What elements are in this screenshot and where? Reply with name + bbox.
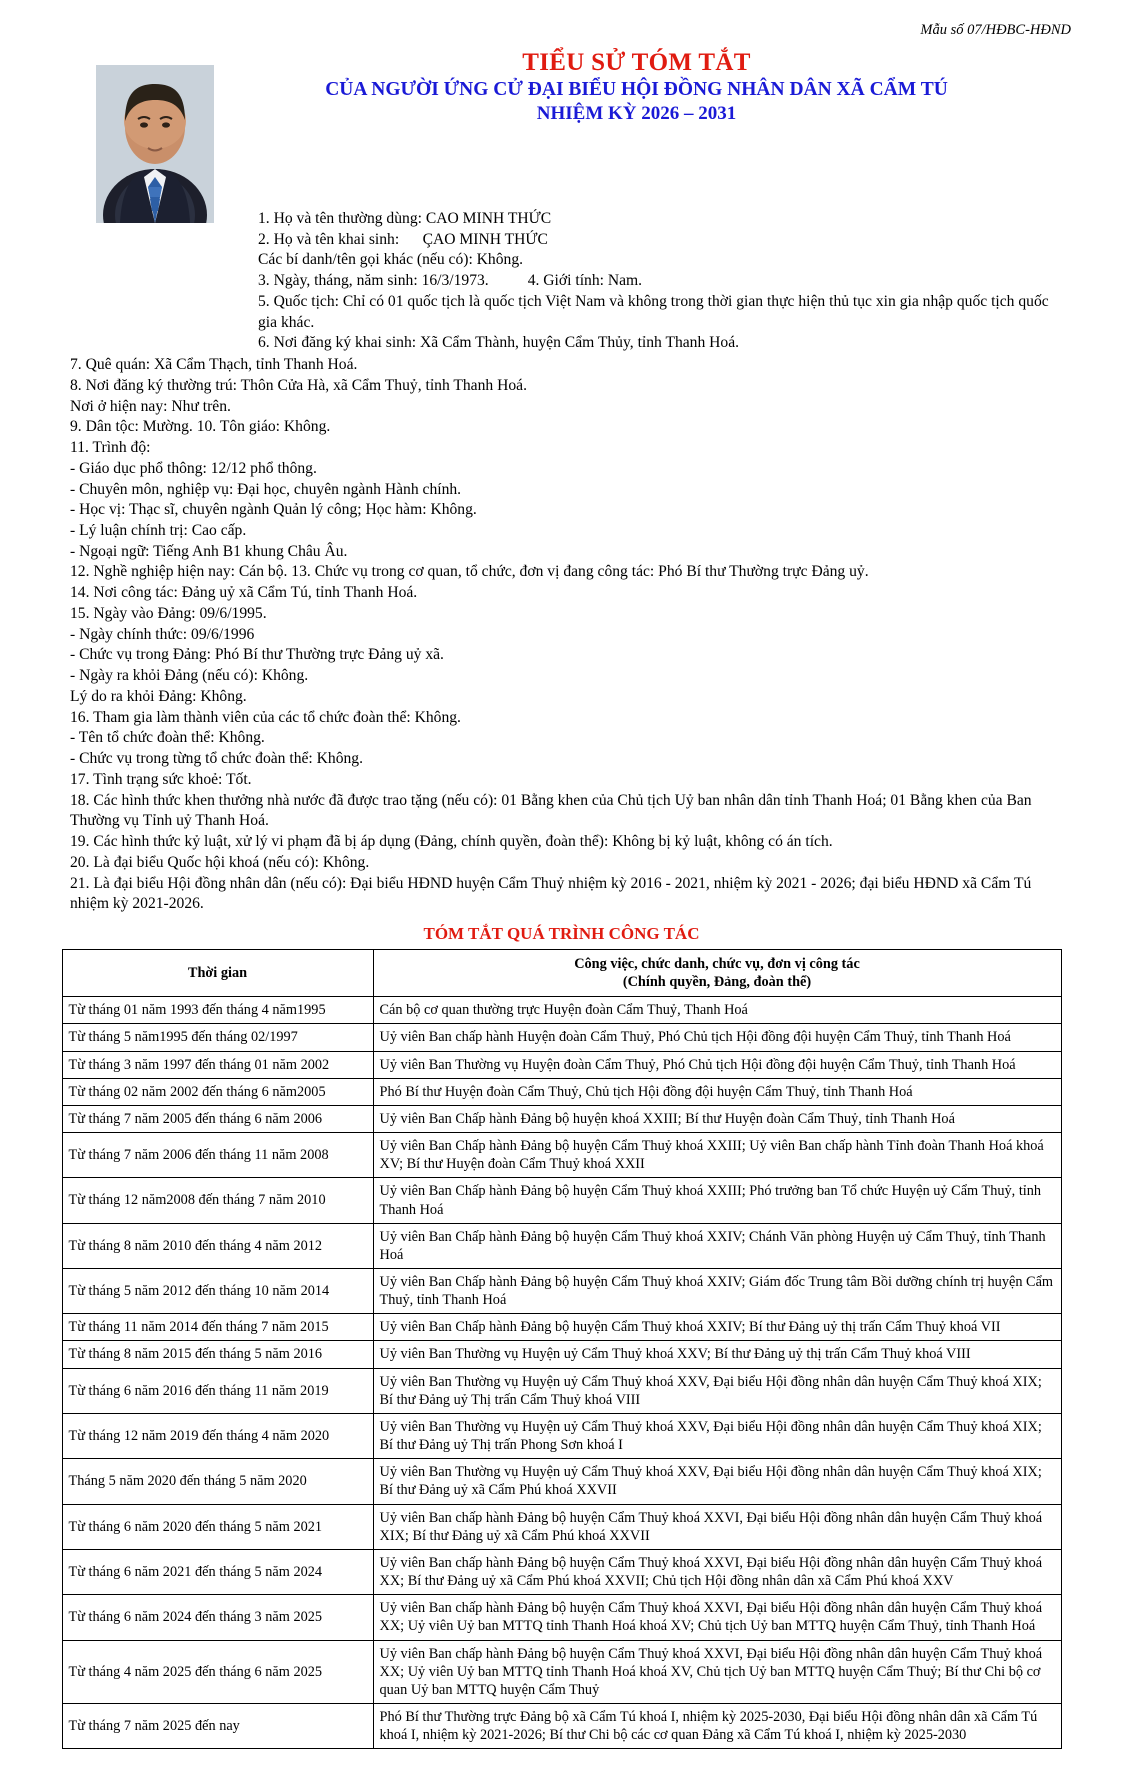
- cell-time: Từ tháng 7 năm 2005 đến tháng 6 năm 2006: [62, 1105, 373, 1132]
- table-row: [62, 1223, 1061, 1268]
- cell-time: Từ tháng 6 năm 2021 đến tháng 5 năm 2024: [62, 1549, 373, 1594]
- cell-time: Từ tháng 3 năm 1997 đến tháng 01 năm 2002: [62, 1051, 373, 1078]
- body-line-9-10: 9. Dân tộc: Mường. 10. Tôn giáo: Không.: [70, 418, 331, 436]
- table-row: [62, 1504, 1061, 1549]
- cell-work: Uỷ viên Ban chấp hành Huyện đoàn Cẩm Thuỷ, Phó Chủ tịch Hội đồng đội huyện Cẩm Thuỷ, tỉnh Thanh Hoá: [373, 1024, 1061, 1051]
- table-row: [62, 1368, 1061, 1413]
- cell-time: Từ tháng 6 năm 2020 đến tháng 5 năm 2021: [62, 1504, 373, 1549]
- table-row: [62, 1413, 1061, 1458]
- cell-work: Uỷ viên Ban Chấp hành Đảng bộ huyện khoá XXIII; Bí thư Huyện đoàn Cẩm Thuỷ, tỉnh Thanh Hoá: [373, 1105, 1061, 1132]
- page-subtitle: CỦA NGƯỜI ỨNG CỬ ĐẠI BIỂU HỘI ĐỒNG NHÂN DÂN XÃ CẨM TÚ: [325, 79, 948, 100]
- cell-work: Uỷ viên Ban Thường vụ Huyện uỷ Cẩm Thuỷ khoá XXV; Bí thư Đảng uỷ thị trấn Cẩm Thuỷ khoá VIII: [373, 1341, 1061, 1368]
- body-line-16: 16. Tham gia làm thành viên của các tổ chức đoàn thể: Không.: [70, 708, 461, 726]
- document-header: [52, 49, 1071, 197]
- cell-time: Tháng 5 năm 2020 đến tháng 5 năm 2020: [62, 1459, 373, 1504]
- body-line-17: 17. Tình trạng sức khoẻ: Tốt.: [70, 770, 252, 788]
- cell-work: Uỷ viên Ban Chấp hành Đảng bộ huyện Cẩm Thuỷ khoá XXIV; Bí thư Đảng uỷ thị trấn Cẩm Thuỷ khoá VII: [373, 1314, 1061, 1341]
- cell-work: Uỷ viên Ban Chấp hành Đảng bộ huyện Cẩm Thuỷ khoá XXIV; Chánh Văn phòng Huyện uỷ Cẩm Thuỷ, tỉnh Thanh Hoá: [373, 1223, 1061, 1268]
- table-row: [62, 1595, 1061, 1640]
- page-term: NHIỆM KỲ 2026 – 2031: [536, 103, 737, 124]
- cell-time: Từ tháng 8 năm 2015 đến tháng 5 năm 2016: [62, 1341, 373, 1368]
- cell-time: Từ tháng 11 năm 2014 đến tháng 7 năm 2015: [62, 1314, 373, 1341]
- body-line-party-position: - Chức vụ trong Đảng: Phó Bí thư Thường trực Đảng uỷ xã.: [70, 646, 444, 664]
- form-code: Mẫu số 07/HĐBC-HĐND: [920, 22, 1071, 38]
- body-line-residence: Nơi ở hiện nay: Như trên.: [70, 397, 231, 415]
- body-line-20: 20. Là đại biểu Quốc hội khoá (nếu có): Không.: [70, 853, 370, 871]
- intro-line-2: 2. Họ và tên khai sinh: ÇAO MINH THỨC: [258, 230, 548, 248]
- body-line-degree: - Học vị: Thạc sĩ, chuyên ngành Quản lý công; Học hàm: Không.: [70, 501, 477, 519]
- cell-time: Từ tháng 12 năm2008 đến tháng 7 năm 2010: [62, 1178, 373, 1223]
- body-line-politics: - Lý luận chính trị: Cao cấp.: [70, 522, 247, 540]
- body-line-7: 7. Quê quán: Xã Cẩm Thạch, tỉnh Thanh Hoá.: [70, 356, 358, 374]
- body-line-15: 15. Ngày vào Đảng: 09/6/1995.: [70, 604, 267, 622]
- cell-work: Uỷ viên Ban Chấp hành Đảng bộ huyện Cẩm Thuỷ khoá XXIII; Phó trưởng ban Tổ chức Huyện uỷ Cẩm Thuỷ, tỉnh Thanh Hoá: [373, 1178, 1061, 1223]
- body-line-21: 21. Là đại biểu Hội đồng nhân dân (nếu có): Đại biểu HĐND huyện Cẩm Thuỷ nhiệm kỳ 2016 - 2021, nhiệm kỳ 2021 - 2026; đại biểu HĐND xã Cẩm Tú nhiệm kỳ 2021-2026.: [70, 874, 1032, 913]
- cell-work: Phó Bí thư Thường trực Đảng bộ xã Cẩm Tú khoá I, nhiệm kỳ 2025-2030, Đại biểu Hội đồng nhân dân xã Cẩm Tú khoá I, nhiệm kỳ 2021-2026; Bí thư Chi bộ các cơ quan Đảng xã Cẩm Tú khoá I, nhiệm kỳ 2025-2030: [373, 1703, 1061, 1748]
- page-title: TIỂU SỬ TÓM TẮT: [522, 49, 751, 76]
- header-time: Thời gian: [62, 949, 373, 996]
- cell-time: Từ tháng 02 năm 2002 đến tháng 6 năm2005: [62, 1078, 373, 1105]
- body-line-major: - Chuyên môn, nghiệp vụ: Đại học, chuyên ngành Hành chính.: [70, 480, 462, 498]
- cell-time: Từ tháng 5 năm1995 đến tháng 02/1997: [62, 1024, 373, 1051]
- cell-time: Từ tháng 6 năm 2016 đến tháng 11 năm 2019: [62, 1368, 373, 1413]
- intro-line-1: 1. Họ và tên thường dùng: CAO MINH THỨC: [258, 210, 552, 227]
- intro-line-4: 3. Ngày, tháng, năm sinh: 16/3/1973. 4. Giới tính: Nam.: [258, 272, 643, 290]
- career-section-title: TÓM TẮT QUÁ TRÌNH CÔNG TÁC: [423, 923, 700, 943]
- career-table: [62, 949, 1062, 1749]
- table-row: [62, 1341, 1061, 1368]
- cell-work: Uỷ viên Ban Chấp hành Đảng bộ huyện Cẩm Thuỷ khoá XXIV; Giám đốc Trung tâm Bồi dưỡng chính trị huyện Cẩm Thuỷ, tỉnh Thanh Hoá: [373, 1269, 1061, 1314]
- cell-time: Từ tháng 7 năm 2025 đến nay: [62, 1703, 373, 1748]
- body-line-14: 14. Nơi công tác: Đảng uỷ xã Cẩm Tú, tỉnh Thanh Hoá.: [70, 584, 418, 602]
- cell-work: Uỷ viên Ban chấp hành Đảng bộ huyện Cẩm Thuỷ khoá XXVI, Đại biểu Hội đồng nhân dân huyện Cẩm Thuỷ khoá XX; Uỷ viên Uỷ ban MTTQ tỉnh Thanh Hoá khoá XV; Chủ tịch Uỷ ban MTTQ huyện Cẩm Thuỷ, tỉnh Thanh Hoá: [373, 1595, 1061, 1640]
- intro-block: [258, 209, 1071, 354]
- table-row: [62, 1314, 1061, 1341]
- body-block: [70, 355, 1071, 915]
- cell-time: Từ tháng 01 năm 1993 đến tháng 4 năm1995: [62, 997, 373, 1024]
- cell-time: Từ tháng 7 năm 2006 đến tháng 11 năm 2008: [62, 1133, 373, 1178]
- header-work: [373, 949, 1061, 996]
- intro-line-5: 5. Quốc tịch: Chỉ có 01 quốc tịch là quốc tịch Việt Nam và không trong thời gian thực hiện thủ tục xin gia nhập quốc tịch quốc gia khác.: [258, 292, 1053, 331]
- table-row: [62, 1640, 1061, 1703]
- intro-line-3: Các bí danh/tên gọi khác (nếu có): Không.: [258, 251, 524, 269]
- body-line-leave-reason: Lý do ra khỏi Đảng: Không.: [70, 687, 247, 705]
- cell-work: Uỷ viên Ban Thường vụ Huyện uỷ Cẩm Thuỷ khoá XXV, Đại biểu Hội đồng nhân dân huyện Cẩm Thuỷ khoá XIX; Bí thư Đảng uỷ Thị trấn Cẩm Thuỷ khoá VIII: [373, 1368, 1061, 1413]
- intro-line-6: 6. Nơi đăng ký khai sinh: Xã Cẩm Thành, huyện Cẩm Thủy, tỉnh Thanh Hoá.: [258, 334, 740, 352]
- body-line-11: 11. Trình độ:: [70, 439, 151, 457]
- table-row: [62, 1703, 1061, 1748]
- body-line-language: - Ngoại ngữ: Tiếng Anh B1 khung Châu Âu.: [70, 542, 348, 560]
- candidate-photo: [96, 65, 214, 223]
- table-row: [62, 1269, 1061, 1314]
- body-line-leave-party: - Ngày ra khỏi Đảng (nếu có): Không.: [70, 667, 309, 685]
- cell-work: Uỷ viên Ban chấp hành Đảng bộ huyện Cẩm Thuỷ khoá XXVI, Đại biểu Hội đồng nhân dân huyện Cẩm Thuỷ khoá XIX; Bí thư Đảng uỷ xã Cẩm Phú khoá XXVII: [373, 1504, 1061, 1549]
- table-row: [62, 1051, 1061, 1078]
- header-work-line2: (Chính quyền, Đảng, đoàn thể): [622, 974, 812, 991]
- cell-work: Phó Bí thư Huyện đoàn Cẩm Thuỷ, Chủ tịch Hội đồng đội huyện Cẩm Thuỷ, tỉnh Thanh Hoá: [373, 1078, 1061, 1105]
- cell-time: Từ tháng 6 năm 2024 đến tháng 3 năm 2025: [62, 1595, 373, 1640]
- cell-time: Từ tháng 8 năm 2010 đến tháng 4 năm 2012: [62, 1223, 373, 1268]
- cell-work: Uỷ viên Ban chấp hành Đảng bộ huyện Cẩm Thuỷ khoá XXVI, Đại biểu Hội đồng nhân dân huyện Cẩm Thuỷ khoá XX; Uỷ viên Uỷ ban MTTQ tỉnh Thanh Hoá khoá XV, Chủ tịch Uỷ ban MTTQ huyện Cẩm Thuỷ; Bí thư Chi bộ cơ quan Uỷ ban MTTQ huyện Cẩm Thuỷ: [373, 1640, 1061, 1703]
- body-line-19: 19. Các hình thức kỷ luật, xử lý vi phạm đã bị áp dụng (Đảng, chính quyền, đoàn thể): Không bị kỷ luật, không có án tích.: [70, 833, 833, 851]
- table-row: [62, 1178, 1061, 1223]
- table-row: [62, 1024, 1061, 1051]
- table-row: [62, 1133, 1061, 1178]
- body-line-official-date: - Ngày chính thức: 09/6/1996: [70, 625, 255, 643]
- table-header-row: [62, 949, 1061, 996]
- table-row: [62, 997, 1061, 1024]
- cell-work: Cán bộ cơ quan thường trực Huyện đoàn Cẩm Thuỷ, Thanh Hoá: [373, 997, 1061, 1024]
- body-line-8: 8. Nơi đăng ký thường trú: Thôn Cửa Hà, xã Cẩm Thuỷ, tỉnh Thanh Hoá.: [70, 376, 527, 394]
- table-row: [62, 1105, 1061, 1132]
- body-line-education: - Giáo dục phổ thông: 12/12 phổ thông.: [70, 459, 317, 477]
- table-row: [62, 1459, 1061, 1504]
- cell-time: Từ tháng 5 năm 2012 đến tháng 10 năm 2014: [62, 1269, 373, 1314]
- cell-time: Từ tháng 12 năm 2019 đến tháng 4 năm 2020: [62, 1413, 373, 1458]
- cell-time: Từ tháng 4 năm 2025 đến tháng 6 năm 2025: [62, 1640, 373, 1703]
- cell-work: Uỷ viên Ban Chấp hành Đảng bộ huyện Cẩm Thuỷ khoá XXIII; Uỷ viên Ban chấp hành Tỉnh đoàn Thanh Hoá khoá XV; Bí thư Huyện đoàn Cẩm Thuỷ khoá XXII: [373, 1133, 1061, 1178]
- body-line-18: 18. Các hình thức khen thưởng nhà nước đã được trao tặng (nếu có): 01 Bằng khen của Chủ tịch Uỷ ban nhân dân tỉnh Thanh Hoá; 01 Bằng khen của Ban Thường vụ Tỉnh uỷ Thanh Hoá.: [70, 791, 1032, 830]
- body-line-org-name: - Tên tổ chức đoàn thể: Không.: [70, 729, 265, 747]
- cell-work: Uỷ viên Ban chấp hành Đảng bộ huyện Cẩm Thuỷ khoá XXVI, Đại biểu Hội đồng nhân dân huyện Cẩm Thuỷ khoá XX; Bí thư Đảng uỷ xã Cẩm Phú khoá XXVII; Chủ tịch Hội đồng nhân dân xã Cẩm Phú khoá XXV: [373, 1549, 1061, 1594]
- body-line-12-13: 12. Nghề nghiệp hiện nay: Cán bộ. 13. Chức vụ trong cơ quan, tổ chức, đơn vị đang công tác: Phó Bí thư Thường trực Đảng uỷ.: [70, 563, 869, 581]
- cell-work: Uỷ viên Ban Thường vụ Huyện đoàn Cẩm Thuỷ, Phó Chủ tịch Hội đồng đội huyện Cẩm Thuỷ, tỉnh Thanh Hoá: [373, 1051, 1061, 1078]
- header-work-line1: Công việc, chức danh, chức vụ, đơn vị công tác: [574, 955, 860, 972]
- cell-work: Uỷ viên Ban Thường vụ Huyện uỷ Cẩm Thuỷ khoá XXV, Đại biểu Hội đồng nhân dân huyện Cẩm Thuỷ khoá XIX; Bí thư Đảng uỷ Thị trấn Phong Sơn khoá I: [373, 1413, 1061, 1458]
- cell-work: Uỷ viên Ban Thường vụ Huyện uỷ Cẩm Thuỷ khoá XXV, Đại biểu Hội đồng nhân dân huyện Cẩm Thuỷ khoá XIX; Bí thư Đảng uỷ xã Cẩm Phú khoá XXVII: [373, 1459, 1061, 1504]
- body-line-org-position: - Chức vụ trong từng tổ chức đoàn thể: Không.: [70, 750, 363, 768]
- table-row: [62, 1078, 1061, 1105]
